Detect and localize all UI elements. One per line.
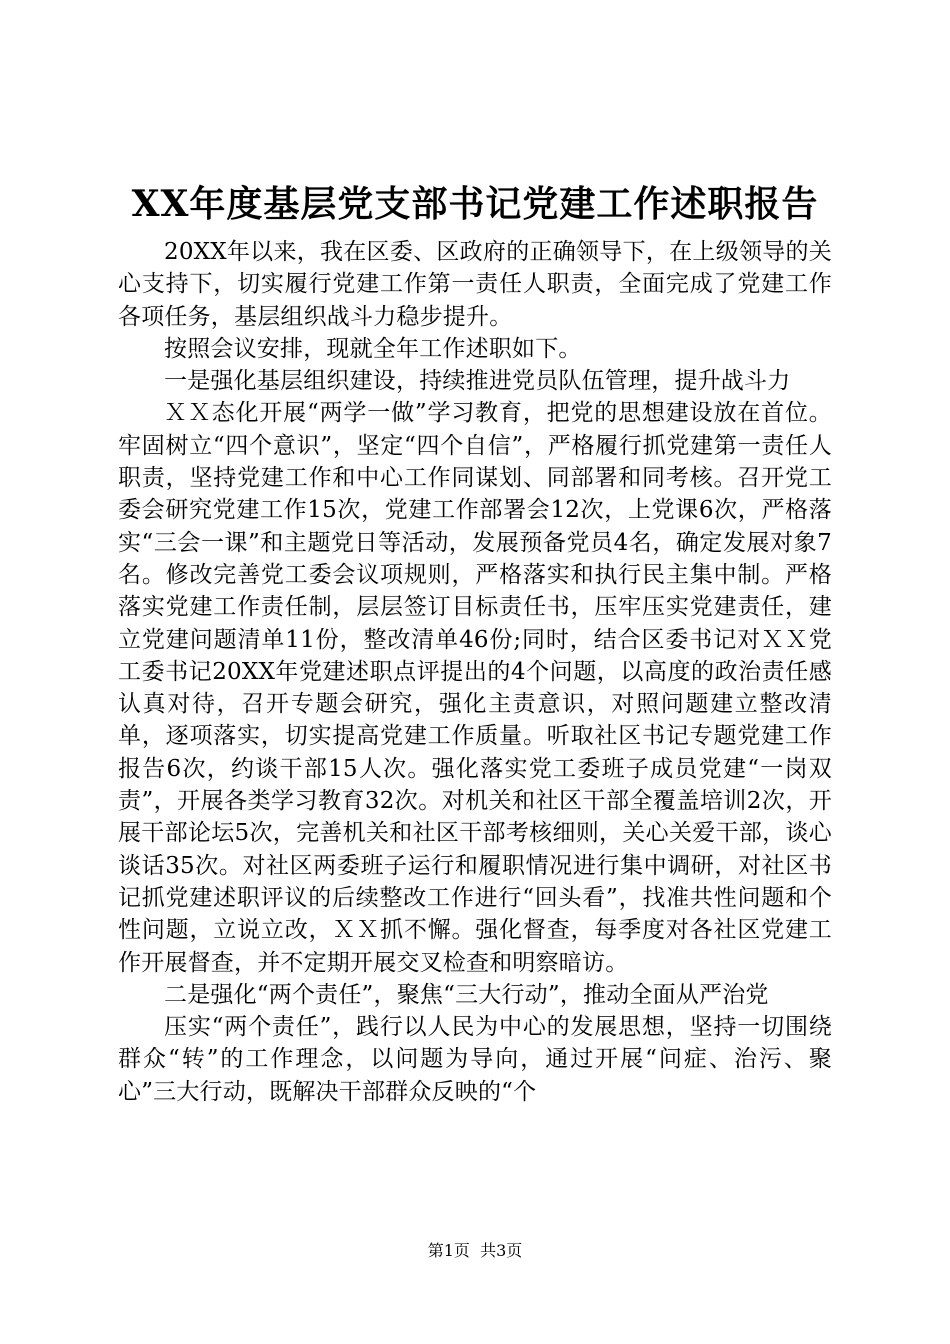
- paragraph-intro: 20XX年以来，我在区委、区政府的正确领导下，在上级领导的关心支持下，切实履行党建工作第一责任人职责，全面完成了党建工作各项任务，基层组织战斗力稳步提升。: [118, 239, 832, 330]
- section-heading-2: 二是强化“两个责任”，聚焦“三大行动”，推动全面从严治党: [164, 981, 769, 1008]
- paragraph-section-1: ＸＸ态化开展“两学一做”学习教育，把党的思想建设放在首位。牢固树立“四个意识”，坚定“四个自信”，严格履行抓党建第一责任人职责，坚持党建工作和中心工作同谋划、同部署和同考核。召开党工委会研究党建工作15次，党建工作部署会12次，上党课6次，严格落实“三会一课”和主题党日等活动，发展预备党员4名，确定发展对象7名。修改完善党工委会议项规则，严格落实和执行民主集中制。严格落实党建工作责任制，层层签订目标责任书，压牢压实党建责任，建立党建问题清单11份，整改清单46份;同时，结合区委书记对ＸＸ党工委书记20XX年党建述职点评提出的4个问题，以高度的政治责任感认真对待，召开专题会研究，强化主责意识，对照问题建立整改清单，逐项落实，切实提高党建工作质量。听取社区书记专题党建工作报告6次，约谈干部15人次。强化落实党工委班子成员党建“一岗双责”，开展各类学习教育32次。对机关和社区干部全覆盖培训2次，开展干部论坛5次，完善机关和社区干部考核细则，关心关爱干部，谈心谈话35次。对社区两委班子运行和履职情况进行集中调研，对社区书记抓党建述职评议的后续整改工作进行“回头看”，找准共性问题和个性问题，立说立改，ＸＸ抓不懈。强化督查，每季度对各社区党建工作开展督查，并不定期开展交叉检查和明察暗访。: [118, 400, 832, 976]
- page-number: 第1页: [427, 1241, 470, 1260]
- document-body: [118, 236, 832, 1108]
- page-footer: [0, 1240, 950, 1262]
- paragraph-section-2: 压实“两个责任”，践行以人民为中心的发展思想，坚持一切围绕群众“转”的工作理念，以问题为导向，通过开展“问症、治污、聚心”三大行动，既解决干部群众反映的“个: [118, 1014, 832, 1105]
- document-title: XX年度基层党支部书记党建工作述职报告: [131, 183, 819, 225]
- paragraph-arrangement: 按照会议安排，现就全年工作述职如下。: [164, 335, 582, 362]
- section-heading-1: 一是强化基层组织建设，持续推进党员队伍管理，提升战斗力: [164, 368, 791, 395]
- page-total: 共3页: [480, 1241, 523, 1260]
